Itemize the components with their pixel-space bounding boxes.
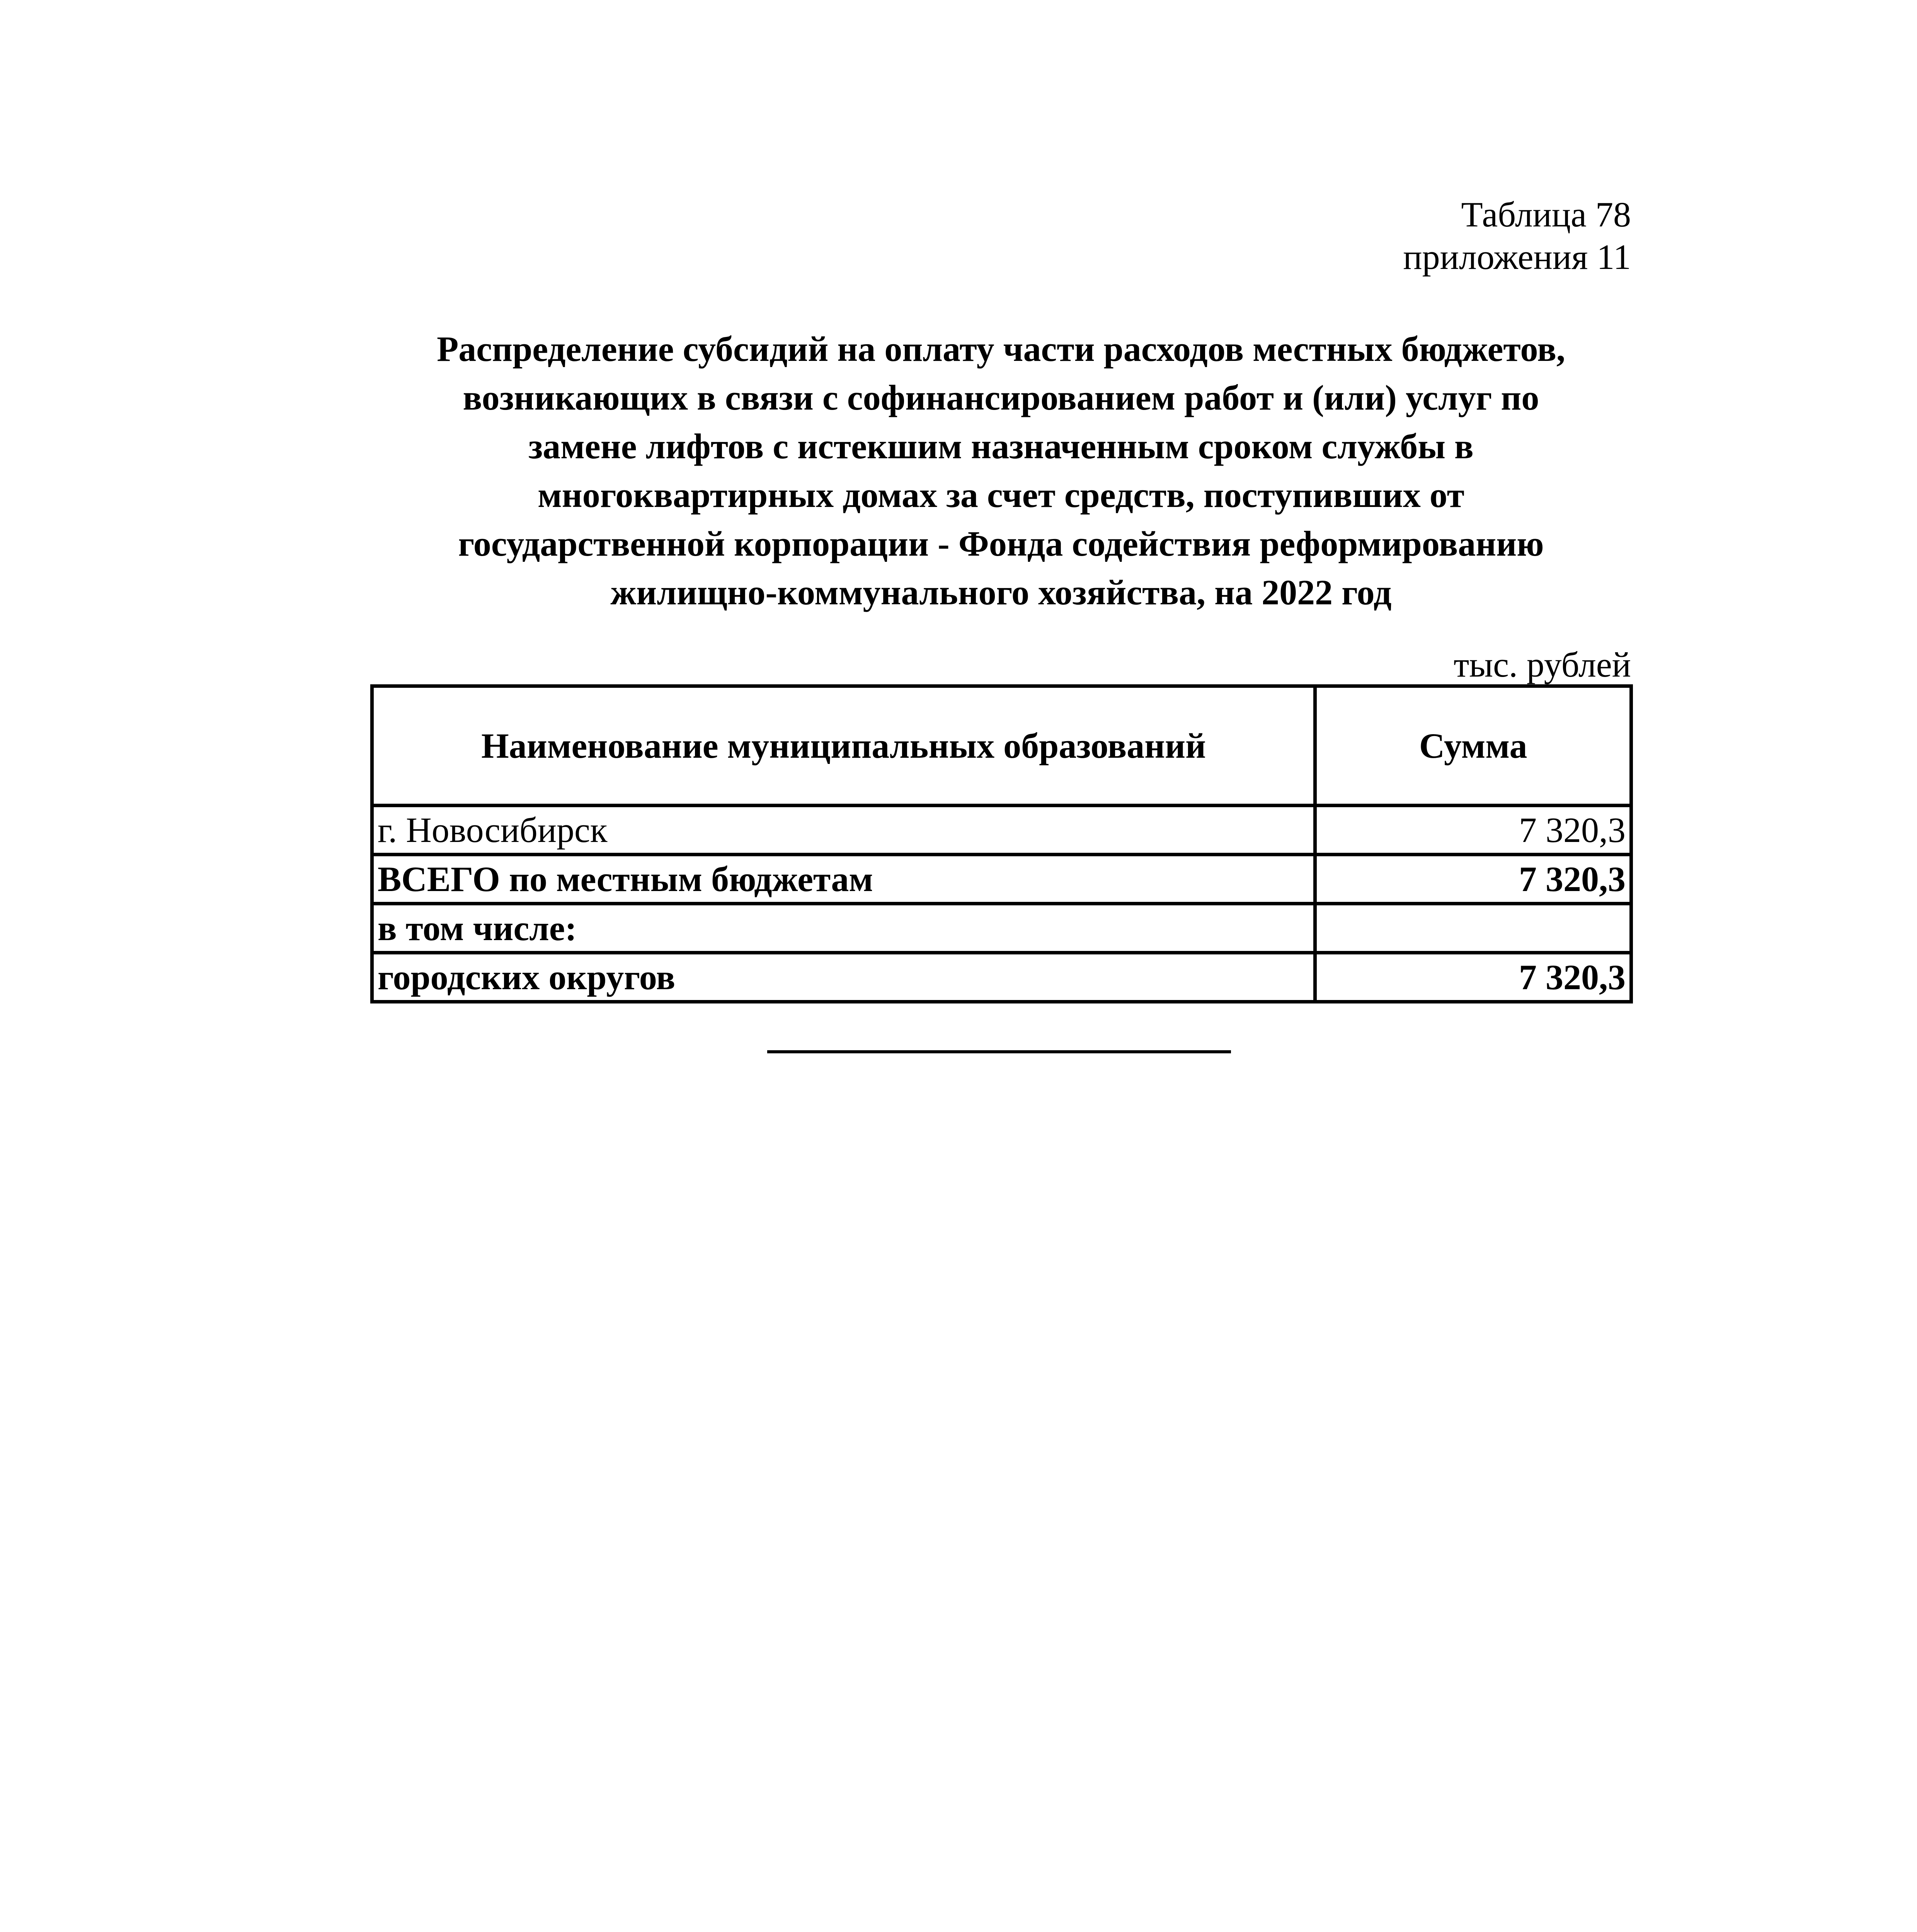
- title-line: Распределение субсидий на оплату части расходов местных бюджетов,: [437, 329, 1565, 369]
- header-sum: Сумма: [1315, 686, 1631, 806]
- cell-sum: [1315, 904, 1631, 953]
- table-row-including: [372, 904, 1631, 953]
- title-line: многоквартирных домах за счет средств, поступивших от: [538, 475, 1464, 515]
- document-title: [371, 325, 1631, 617]
- appendix-number: приложения 11: [1403, 237, 1631, 277]
- cell-sum: 7 320,3: [1315, 806, 1631, 855]
- table-reference: [1403, 193, 1631, 278]
- cell-municipality: ВСЕГО по местным бюджетам: [372, 855, 1315, 904]
- title-line: замене лифтов с истекшим назначенным сроком службы в: [528, 427, 1474, 466]
- title-line: возникающих в связи с софинансированием работ и (или) услуг по: [463, 378, 1539, 417]
- cell-municipality: городских округов: [372, 953, 1315, 1002]
- unit-label: тыс. рублей: [1454, 645, 1631, 684]
- title-line: государственной корпорации - Фонда содействия реформированию: [458, 524, 1544, 563]
- subsidy-table: [370, 684, 1633, 1003]
- table-number: Таблица 78: [1461, 195, 1631, 234]
- cell-sum: 7 320,3: [1315, 953, 1631, 1002]
- end-of-table-rule: [767, 1050, 1231, 1053]
- table-row-urban-districts: [372, 953, 1631, 1002]
- title-line: жилищно-коммунального хозяйства, на 2022 год: [610, 573, 1392, 612]
- cell-municipality: г. Новосибирск: [372, 806, 1315, 855]
- table-row: [372, 806, 1631, 855]
- table-row-total: [372, 855, 1631, 904]
- cell-municipality: в том числе:: [372, 904, 1315, 953]
- cell-sum: 7 320,3: [1315, 855, 1631, 904]
- table-header-row: [372, 686, 1631, 806]
- header-municipality: Наименование муниципальных образований: [372, 686, 1315, 806]
